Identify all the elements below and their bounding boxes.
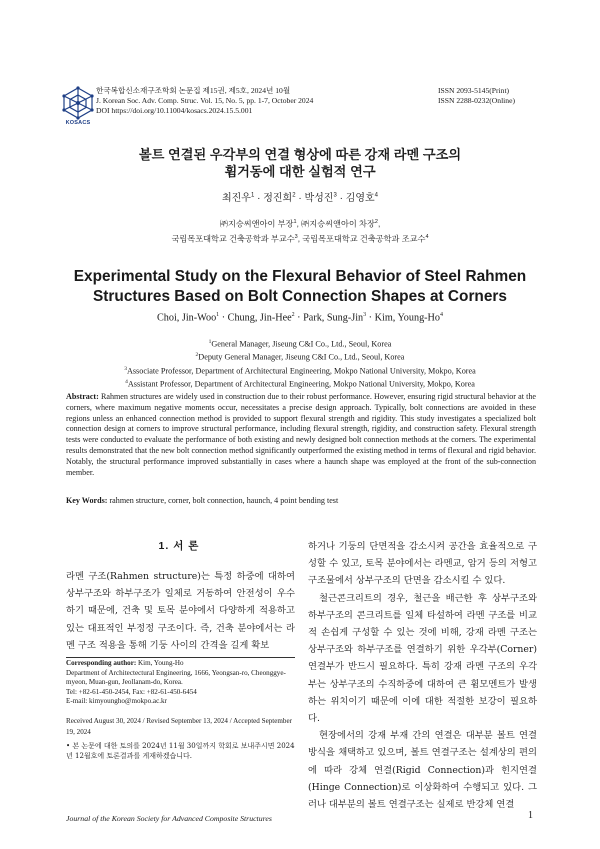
author-separator: · xyxy=(339,193,343,204)
affiliation-sup: 1 xyxy=(208,339,212,345)
keywords-label: Key Words: xyxy=(66,496,108,505)
author-name: Park, Sung-Jin xyxy=(303,312,364,324)
body-paragraph: 철근콘크리트의 경우, 철근을 배근한 후 상부구조와 하부구조의 콘크리트를 일체 타설하여 라멘 구조를 비교적 손쉽게 구성할 수 있는 것에 비해, 강재 라멘 구조는 상부구조와 하부구조를 연결하기 위한 우각부(Corner) 연결부가 반드시 필요하다. 특히 강재 라멘 구조의 우각부는 상부구조의 수직하중에 대하여 큰 휨모멘트가 발생하는 위치이기 때문에 이에 대한 적절한 보강이 필요하다. xyxy=(308,592,537,725)
author-name: Choi, Jin-Woo xyxy=(156,312,217,324)
author-sup: 3 xyxy=(333,192,337,199)
keywords-text: rahmen structure, corner, bolt connection, haunch, 4 point bending test xyxy=(109,496,339,505)
intro-right-column xyxy=(308,538,537,813)
affiliation-text: General Manager, Jiseung C&I Co., Ltd., Seoul, Korea xyxy=(211,339,392,349)
corr-phone: Tel: +82-61-450-2454, Fax: +82-61-450-6454 xyxy=(66,687,197,696)
affiliation-line xyxy=(0,350,600,363)
issn-print: ISSN 2093-5145(Print) xyxy=(438,86,510,95)
author-sup: 2 xyxy=(291,312,295,318)
corr-name: Kim, Young-Ho xyxy=(138,659,184,667)
author-name: 정진희 xyxy=(263,193,293,204)
footer-journal-name: Journal of the Korean Society for Advanced Composite Structures xyxy=(66,814,272,823)
kosacs-logo-icon xyxy=(62,86,94,120)
affiliation-text: ㈜지승씨앤아이 차장 xyxy=(301,219,375,229)
body-paragraph: 현장에서의 강재 부재 간의 연결은 대부분 볼트 연결 방식을 채택하고 있으며, 볼트 연결구조는 설계상의 편의에 따라 강체 연결(Rigid Connection)과 힌지연결(Hinge Connection)로 이상화하여 수행되고 있다. 그러나 대부분의 볼트 연결구조는 실제로 반강체 연결 xyxy=(308,730,537,811)
english-authors xyxy=(0,312,600,323)
citation-line: J. Korean Soc. Adv. Comp. Struc. Vol. 15, No. 5, pp. 1-7, October 2024 xyxy=(96,96,314,106)
intro-paragraph-left: 라멘 구조(Rahmen structure)는 특정 하중에 대하여 상부구조와 하부구조가 일체로 거동하여 안전성이 우수하기 때문에, 건축 및 토목 분야에서 다양하게 적용하고 있는 대표적인 부정정 구조이다. 즉, 건축 분야에서는 라멘 구조 적용을 통해 기둥 사이의 간격을 길게 확보 xyxy=(66,571,295,651)
affiliation-line xyxy=(0,337,600,350)
affiliation-sup: 2 xyxy=(195,352,199,359)
author-name: Chung, Jin-Hee xyxy=(227,312,292,324)
english-title xyxy=(0,267,600,306)
received-dates: Received August 30, 2024 / Revised September 13, 2024 / Accepted September 19, 2024 xyxy=(66,717,292,736)
affiliation-sup: 1 xyxy=(293,219,297,225)
author-sup: 2 xyxy=(292,192,296,199)
affiliation-sup: 2 xyxy=(374,219,378,225)
korean-authors xyxy=(0,189,600,204)
author-sup: 4 xyxy=(440,312,444,318)
abstract-label: Abstract: xyxy=(66,392,99,401)
affiliation-text: Assistant Professor, Department of Architectural Engineering, Mokpo National University, Mokpo, Korea xyxy=(127,380,475,390)
section-title: 1. 서 론 xyxy=(158,540,200,552)
affiliation-sup: 3 xyxy=(124,365,127,372)
issn-online: ISSN 2288-0232(Online) xyxy=(438,96,515,106)
journal-citation xyxy=(96,86,313,117)
discussion-notice: • 본 논문에 대한 토의를 2024년 11월 30일까지 학회로 보내주시면 2024년 12월호에 토론결과를 게재하겠습니다. xyxy=(66,742,295,760)
affiliation-sup: 3 xyxy=(294,234,298,241)
doi-link[interactable]: DOI https://doi.org/10.11004/kosacs.2024.15.5.001 xyxy=(96,106,253,116)
author-name: 박성진 xyxy=(304,193,334,204)
corr-email[interactable]: E-mail: kimyoungho@mokpo.ac.kr xyxy=(66,697,167,706)
affiliation-text: Associate Professor, Department of Architectural Engineering, Mokpo National University, Mokpo, Korea xyxy=(126,366,476,376)
affiliation-text: 국립목포대학교 건축공학과 조교수 xyxy=(302,234,426,244)
author-sup: 1 xyxy=(216,312,220,318)
author-name: 최진우 xyxy=(221,193,251,204)
author-sup: 1 xyxy=(250,192,255,199)
affiliation-text: 국립목포대학교 건축공학과 부교수 xyxy=(171,234,295,244)
english-affiliations xyxy=(0,337,600,391)
author-name: 김영호 xyxy=(345,193,375,204)
abstract xyxy=(66,392,536,478)
author-sup: 4 xyxy=(374,192,379,199)
issn-block xyxy=(438,86,515,106)
logo-label: KOSACS xyxy=(65,120,91,126)
author-separator: · xyxy=(257,193,261,204)
korean-title xyxy=(0,146,600,180)
author-name: Kim, Young-Ho xyxy=(374,312,441,324)
affiliation-sup: 4 xyxy=(425,234,429,241)
affiliation-sup: 4 xyxy=(125,379,128,386)
corr-label: Corresponding author: xyxy=(66,659,137,667)
affiliation-line xyxy=(0,377,600,390)
korean-title-line: 휨거동에 대한 실험적 연구 xyxy=(224,164,376,179)
abstract-text: Rahmen structures are widely used in construction due to their robust performance. However, ensuring rigid structural behavior at the corners, where maximum negative moments occur, necessitates a precise design approach. Typically, bolt connections are avoided in these regions unless an enhanced connection method is provided to support flexural strength and rigidity. This study investigates a specialized bolt connection design at corners to improve structural performance, including flexural strength, rigidity, and construction safety. Flexural strength tests were conducted to evaluate the performance of both existing and newly designed bolt connection methods at the corners. The experimental results demonstrated that the new bolt connection method significantly outperformed the existing method in terms of flexural and rigid behavior. Notably, the structural performance improved substantially in cases where a haunch shape was employed at the front of the sub-connection member. xyxy=(66,392,536,477)
keywords xyxy=(66,496,536,505)
affiliation-text: Deputy General Manager, Jiseung C&I Co., Ltd., Seoul, Korea xyxy=(198,353,405,363)
author-separator: · xyxy=(297,312,301,324)
english-title-line: Structures Based on Bolt Connection Shapes at Corners xyxy=(93,287,507,305)
author-separator: · xyxy=(221,312,226,324)
affiliation-text: ㈜지승씨앤아이 부장 xyxy=(219,219,294,229)
body-paragraph: 하거나 기둥의 단면적을 감소시켜 공간을 효율적으로 구성할 수 있고, 토목 분야에서는 라멘교, 암거 등의 저형고 구조물에서 상부구조의 단면을 감소시킬 수 있다. xyxy=(308,541,537,587)
korean-affiliations: ㈜지승씨앤아이 부장$^1$, ㈜지승씨앤아이 차장$^2$, 국립목포대학교 건축공학과 부교수$^3$, 국립목포대학교 건축공학과 조교수$^4$ xyxy=(171,219,429,244)
affiliation-line xyxy=(0,364,600,377)
corr-address: Department of Architectectural Engineering, 1666, Yeongsan-ro, Cheonggye-myeon, Muan-gun, Jeollanam-do, Korea. xyxy=(66,668,286,687)
author-sup: 3 xyxy=(363,312,367,318)
author-separator: · xyxy=(368,312,373,324)
korean-title-line: 볼트 연결된 우각부의 연결 형상에 따른 강재 라멘 구조의 xyxy=(138,147,462,162)
citation-line: 한국복합신소재구조학회 논문집 제15권, 제5호, 2024년 10월 xyxy=(96,86,291,95)
author-separator: · xyxy=(298,193,302,204)
page-number: 1 xyxy=(528,810,533,821)
footnote-divider xyxy=(66,657,295,658)
english-title-line: Experimental Study on the Flexural Behavior of Steel Rahmen xyxy=(73,268,527,285)
corresponding-author-note xyxy=(66,659,295,707)
